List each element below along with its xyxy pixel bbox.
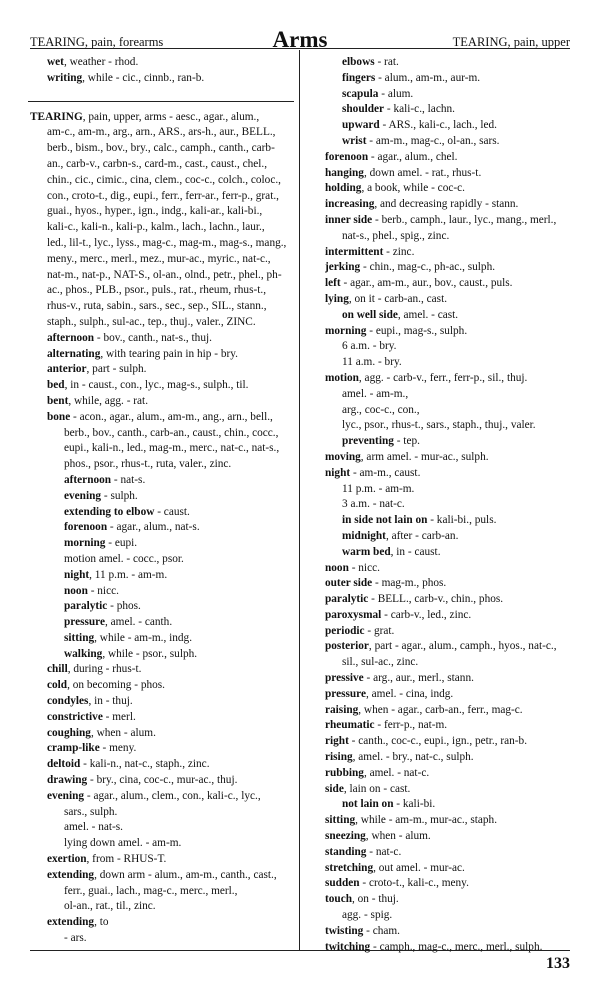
section-rule bbox=[28, 87, 294, 102]
entry-line: hanging, down amel. - rat., rhus-t. bbox=[325, 166, 482, 179]
entry-line: noon - nicc. bbox=[64, 584, 119, 597]
entry-line: motion, agg. - carb-v., ferr., ferr-p., sil., thuj. bbox=[325, 371, 528, 384]
entry-line: right - canth., coc-c., eupi., ign., petr., ran-b. bbox=[325, 735, 528, 748]
entry-line: eupi., kali-n., led., mag-m., merc., nat-c., nat-s., bbox=[64, 442, 280, 455]
entry-line: ol-an., rat., til., zinc. bbox=[64, 900, 156, 913]
entry-line: midnight, after - carb-an. bbox=[342, 529, 459, 542]
entry-line: lyc., psor., rhus-t., sars., staph., thuj., valer. bbox=[342, 419, 536, 432]
entry-line: evening - sulph. bbox=[64, 489, 138, 502]
entry-line: guai., hyos., hyper., ign., indg., kali-ar., kali-bi., bbox=[47, 205, 263, 218]
page-header bbox=[30, 27, 570, 57]
entry-line: paroxysmal - carb-v., led., zinc. bbox=[325, 608, 472, 621]
entry-line: afternoon - bov., canth., nat-s., thuj. bbox=[47, 331, 212, 344]
entry-line: cold, on becoming - phos. bbox=[47, 679, 165, 692]
footer-rule bbox=[30, 950, 570, 951]
entry-line: afternoon - nat-s. bbox=[64, 473, 146, 486]
entry-line: twisting - cham. bbox=[325, 924, 400, 937]
running-head-left: TEARING, pain, forearms bbox=[30, 35, 164, 49]
entry-line: walking, while - psor., sulph. bbox=[64, 647, 198, 660]
entry-line: forenoon - agar., alum., nat-s. bbox=[64, 521, 200, 534]
entry-line: coughing, when - alum. bbox=[47, 726, 156, 739]
entry-line: morning - eupi. bbox=[64, 537, 138, 550]
entry-line: night - am-m., caust. bbox=[325, 466, 421, 479]
entry-line: forenoon - agar., alum., chel. bbox=[325, 150, 458, 163]
entry-line: writing, while - cic., cinnb., ran-b. bbox=[47, 71, 205, 84]
entry-line: extending, down arm - alum., am-m., canth., cast., bbox=[47, 868, 277, 881]
column-divider bbox=[299, 50, 300, 950]
entry-line: stretching, out amel. - mur-ac. bbox=[325, 861, 465, 874]
right-column bbox=[325, 55, 571, 955]
entry-line: alternating, with tearing pain in hip - bry. bbox=[47, 347, 238, 360]
entry-line: posterior, part - agar., alum., camph., hyos., nat-c., bbox=[325, 640, 557, 653]
entry-line: jerking - chin., mag-c., ph-ac., sulph. bbox=[325, 261, 496, 274]
entry-line: periodic - grat. bbox=[325, 624, 395, 637]
entry-line: not lain on - kali-bi. bbox=[342, 798, 436, 811]
entry-line: on well side, amel. - cast. bbox=[342, 308, 459, 321]
entry-line: rising, amel. - bry., nat-c., sulph. bbox=[325, 751, 474, 764]
entry-line: am-c., am-m., arg., arn., ARS., ars-h., aur., BELL., bbox=[47, 126, 276, 139]
entry-line: 11 a.m. - bry. bbox=[342, 356, 402, 369]
entry-line: raising, when - agar., carb-an., ferr., mag-c. bbox=[325, 703, 523, 716]
entry-line: sneezing, when - alum. bbox=[325, 830, 431, 843]
entry-line: evening - agar., alum., clem., con., kali-c., lyc., bbox=[47, 789, 261, 802]
entry-line: bone - acon., agar., alum., am-m., ang., arn., bell., bbox=[47, 410, 273, 423]
entry-line: fingers - alum., am-m., aur-m. bbox=[342, 71, 481, 84]
entry-line: nat-s., phel., spig., zinc. bbox=[342, 229, 450, 242]
entry-line: deltoid - kali-n., nat-c., staph., zinc. bbox=[47, 758, 210, 771]
entry-line: preventing - tep. bbox=[342, 435, 420, 448]
rubric-heading: TEARING, pain, upper, arms - aesc., agar., alum., bbox=[30, 110, 260, 123]
entry-line: bent, while, agg. - rat. bbox=[47, 394, 149, 407]
entry-line: standing - nat-c. bbox=[325, 845, 402, 858]
entry-line: amel. - am-m., bbox=[342, 387, 409, 400]
entry-line: lying down amel. - am-m. bbox=[64, 837, 182, 850]
entry-line: elbows - rat. bbox=[342, 56, 399, 68]
entry-line: touch, on - thuj. bbox=[325, 893, 399, 906]
entry-line: paralytic - BELL., carb-v., chin., phos. bbox=[325, 593, 504, 606]
entry-line: twitching - camph., mag-c., merc., merl., sulph. bbox=[325, 940, 543, 953]
entry-line: arg., coc-c., con., bbox=[342, 403, 420, 416]
entry-line: left - agar., am-m., aur., bov., caust., puls. bbox=[325, 277, 513, 290]
entry-line: ferr., guai., lach., mag-c., merc., merl., bbox=[64, 884, 238, 897]
entry-line: nat-m., nat-p., NAT-S., ol-an., olnd., petr., phel., ph- bbox=[47, 268, 282, 281]
entry-line: led., lil-t., lyc., lyss., mag-c., mag-m., mag-s., mang., bbox=[47, 236, 287, 249]
entry-line: cramp-like - meny. bbox=[47, 742, 137, 755]
entry-line: sitting, while - am-m., indg. bbox=[64, 631, 193, 644]
entry-line: agg. - spig. bbox=[342, 909, 393, 922]
entry-line: motion amel. - cocc., psor. bbox=[64, 552, 184, 565]
entry-line: pressure, amel. - canth. bbox=[64, 616, 173, 629]
entry-line: constrictive - merl. bbox=[47, 710, 136, 723]
entry-line: kali-c., kali-n., kali-p., kalm., lach., lachn., laur., bbox=[47, 221, 265, 234]
entry-line: lying, on it - carb-an., cast. bbox=[325, 292, 448, 305]
entry-line: moving, arm amel. - mur-ac., sulph. bbox=[325, 450, 489, 463]
entry-line: upward - ARS., kali-c., lach., led. bbox=[342, 119, 498, 132]
entry-line: outer side - mag-m., phos. bbox=[325, 577, 447, 590]
entry-line: paralytic - phos. bbox=[64, 600, 141, 613]
entry-line: noon - nicc. bbox=[325, 561, 380, 574]
entry-line: an., carb-v., carbn-s., card-m., cast., caust., chel., bbox=[47, 157, 268, 170]
entry-line: increasing, and decreasing rapidly - stann. bbox=[325, 198, 519, 211]
entry-line: extending, to bbox=[47, 916, 109, 929]
entry-line: scapula - alum. bbox=[342, 87, 414, 100]
entry-line: in side not lain on - kali-bi., puls. bbox=[342, 514, 497, 527]
entry-line: rhus-v., ruta, sabin., sars., sec., sep., SIL., stann., bbox=[47, 300, 267, 313]
entry-line: pressure, amel. - cina, indg. bbox=[325, 687, 454, 700]
entry-line: con., croto-t., dig., eupi., ferr., ferr-ar., ferr-p., grat., bbox=[47, 189, 279, 202]
entry-line: 6 a.m. - bry. bbox=[342, 340, 397, 353]
entry-line: exertion, from - RHUS-T. bbox=[47, 853, 167, 866]
entry-line: sil., sul-ac., zinc. bbox=[342, 656, 419, 669]
entry-line: side, lain on - cast. bbox=[325, 782, 411, 795]
entry-line: morning - eupi., mag-s., sulph. bbox=[325, 324, 468, 337]
entry-line: sitting, while - am-m., mur-ac., staph. bbox=[325, 814, 498, 827]
entry-line: rubbing, amel. - nat-c. bbox=[325, 766, 430, 779]
entry-line: ac., phos., PLB., psor., puls., rat., rheum, rhus-t., bbox=[47, 284, 267, 297]
entry-line: sudden - croto-t., kali-c., meny. bbox=[325, 877, 469, 890]
entry-line: drawing - bry., cina, coc-c., mur-ac., thuj. bbox=[47, 774, 238, 787]
entry-line: berb., bov., canth., carb-an., caust., chin., cocc., bbox=[64, 426, 279, 439]
entry-line: 3 a.m. - nat-c. bbox=[342, 498, 405, 511]
header-rule bbox=[30, 48, 570, 49]
entry-line: condyles, in - thuj. bbox=[47, 695, 133, 708]
entry-line: warm bed, in - caust. bbox=[342, 545, 441, 558]
entry-line: sars., sulph. bbox=[64, 805, 118, 818]
entry-line: meny., merc., merl., mez., mur-ac., myric., nat-c., bbox=[47, 252, 271, 265]
entry-line: chin., cic., cimic., cina, clem., coc-c., colch., coloc., bbox=[47, 173, 281, 186]
entry-line: staph., sulph., sul-ac., tep., thuj., valer., ZINC. bbox=[47, 315, 256, 328]
entry-line: amel. - nat-s. bbox=[64, 821, 123, 834]
entry-line: intermittent - zinc. bbox=[325, 245, 415, 258]
entry-line: shoulder - kali-c., lachn. bbox=[342, 103, 455, 116]
entry-line: bed, in - caust., con., lyc., mag-s., sulph., til. bbox=[47, 379, 249, 392]
running-head-right: TEARING, pain, upper bbox=[452, 35, 570, 49]
entry-line: rheumatic - ferr-p., nat-m. bbox=[325, 719, 448, 732]
entry-line: extending to elbow - caust. bbox=[64, 505, 190, 518]
running-head-title: Arms bbox=[272, 27, 328, 52]
entry-line: inner side - berb., camph., laur., lyc., mang., merl., bbox=[325, 213, 557, 226]
entry-line: night, 11 p.m. - am-m. bbox=[64, 568, 168, 581]
entry-line: phos., psor., rhus-t., ruta, valer., zinc. bbox=[64, 458, 232, 471]
entry-line: wet, weather - rhod. bbox=[47, 56, 139, 68]
entry-line: wrist - am-m., mag-c., ol-an., sars. bbox=[342, 134, 500, 147]
entry-line: chill, during - rhus-t. bbox=[47, 663, 142, 676]
entry-line: 11 p.m. - am-m. bbox=[342, 482, 415, 495]
entry-line: pressive - arg., aur., merl., stann. bbox=[325, 672, 474, 685]
left-column bbox=[30, 55, 292, 947]
entry-line: berb., bism., bov., bry., calc., camph., canth., carb- bbox=[47, 142, 275, 155]
entry-line: anterior, part - sulph. bbox=[47, 363, 147, 376]
entry-line: - ars. bbox=[64, 932, 87, 945]
page-number: 133 bbox=[546, 955, 570, 972]
entry-line: holding, a book, while - coc-c. bbox=[325, 182, 465, 195]
